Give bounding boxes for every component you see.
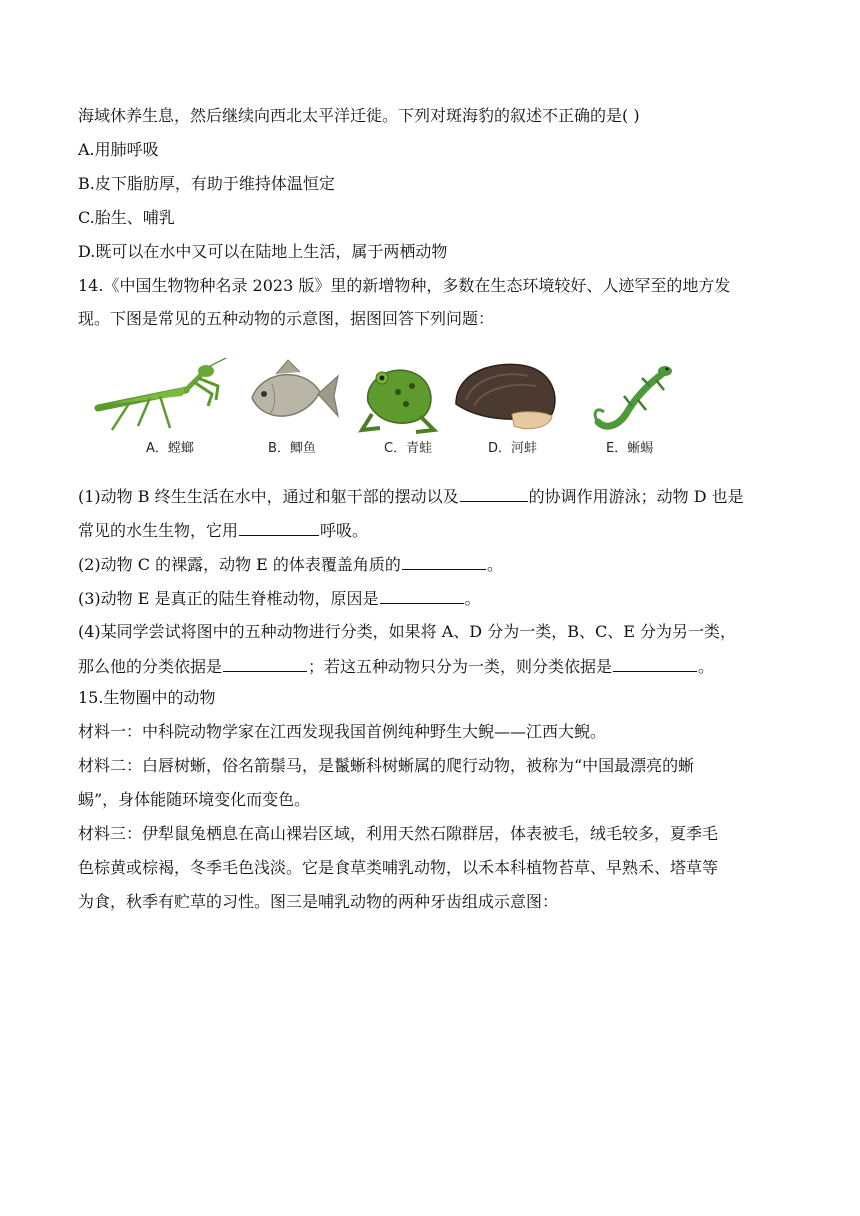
q14-part-3: (3)动物 E 是真正的陆生脊椎动物，原因是 。: [78, 589, 481, 608]
q13-option-c: C.胎生、哺乳: [78, 208, 175, 227]
caption-b-crucian-carp: B．鲫鱼: [268, 441, 316, 456]
frog-icon: [358, 356, 440, 436]
answer-blank: [380, 588, 464, 604]
q14-part-2: (2)动物 C 的裸露，动物 E 的体表覆盖角质的 。: [78, 555, 503, 574]
q15-title: 15.生物圈中的动物: [78, 688, 216, 707]
q13-option-b: B.皮下脂肪厚，有助于维持体温恒定: [78, 174, 335, 193]
caption-d-clam: D．河蚌: [488, 441, 538, 456]
answer-blank: [402, 554, 486, 570]
q13-stem-line: 海域休养生息，然后继续向西北太平洋迁徙。下列对斑海豹的叙述不正确的是( ): [78, 106, 640, 125]
q14-stem-line-2: 现。下图是常见的五种动物的示意图，据图回答下列问题：: [78, 309, 495, 328]
q15-material-2-line-1: 材料二：白唇树蜥，俗名箭鬃马，是鬣蜥科树蜥属的爬行动物，被称为“中国最漂亮的蜥: [78, 756, 695, 775]
q15-material-3-line-1: 材料三：伊犁鼠兔栖息在高山裸岩区域，利用天然石隙群居，体表被毛，绒毛较多，夏季毛: [78, 824, 719, 843]
q14-part-1-line-1: (1)动物 B 终生生活在水中，通过和躯干部的摆动以及 的协调作用游泳；动物 D 也是: [78, 487, 744, 506]
answer-blank: [460, 486, 528, 502]
caption-a-mantis: A．螳螂: [146, 441, 194, 456]
q14-stem-line-1: 14.《中国生物物种名录 2023 版》里的新增物种，多数在生态环境较好、人迹罕至的地方发: [78, 276, 731, 295]
crucian-carp-icon: [246, 356, 341, 436]
mantis-icon: [90, 356, 230, 436]
q14-part-4-line-2: 那么他的分类依据是 ；若这五种动物只分为一类，则分类依据是 。: [78, 657, 715, 676]
q15-material-3-line-3: 为食，秋季有贮草的习性。图三是哺乳动物的两种牙齿组成示意图：: [78, 892, 559, 911]
answer-blank: [613, 656, 697, 672]
clam-icon: [452, 356, 560, 436]
answer-blank: [239, 520, 319, 536]
caption-e-lizard: E．蜥蜴: [606, 441, 654, 456]
five-animals-figure: [88, 356, 688, 466]
q15-material-1: 材料一：中科院动物学家在江西发现我国首例纯种野生大鲵——江西大鲵。: [78, 722, 607, 741]
lizard-icon: [588, 356, 673, 436]
caption-c-frog: C．青蛙: [384, 441, 433, 456]
q14-part-1-line-2: 常见的水生生物，它用 呼吸。: [78, 521, 369, 540]
q14-part-4-line-1: (4)某同学尝试将图中的五种动物进行分类，如果将 A、D 分为一类，B、C、E 分为另一类，: [78, 622, 736, 641]
answer-blank: [223, 656, 307, 672]
q15-material-3-line-2: 色棕黄或棕褐，冬季毛色浅淡。它是食草类哺乳动物，以禾本科植物苔草、早熟禾、塔草等: [78, 858, 719, 877]
q13-option-a: A.用肺呼吸: [78, 140, 159, 159]
q15-material-2-line-2: 蜴”，身体能随环境变化而变色。: [78, 790, 311, 809]
q13-option-d: D.既可以在水中又可以在陆地上生活，属于两栖动物: [78, 242, 448, 261]
